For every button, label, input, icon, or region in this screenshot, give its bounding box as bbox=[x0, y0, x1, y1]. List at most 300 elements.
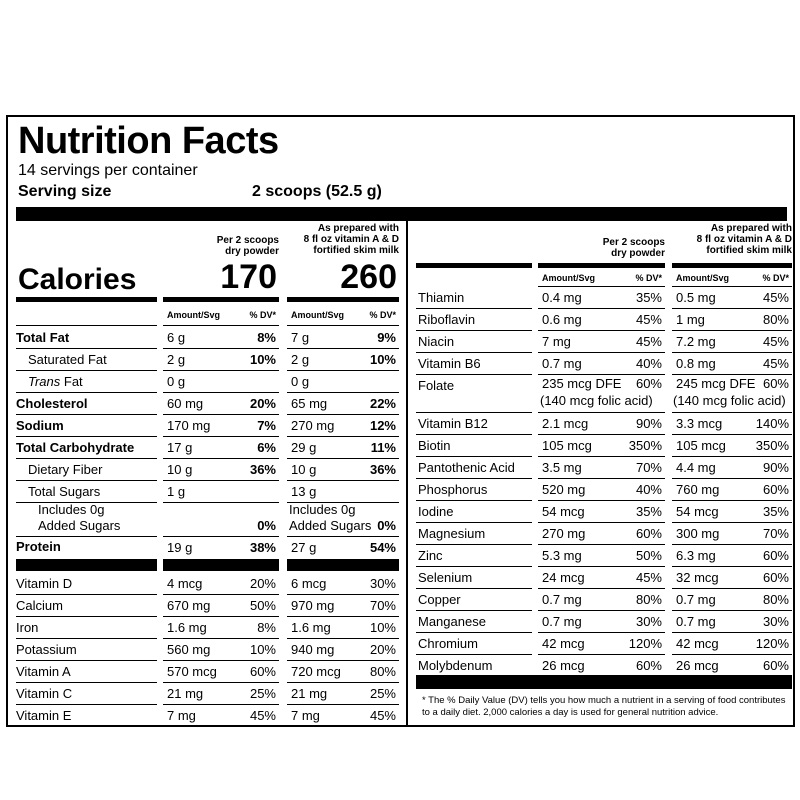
vitamin-dry-amount: 0.7 mg bbox=[542, 614, 582, 629]
vitamin-dry-amount: 270 mg bbox=[542, 526, 586, 541]
label-title: Nutrition Facts bbox=[18, 120, 279, 162]
row-rule bbox=[16, 594, 157, 595]
row-rule bbox=[287, 682, 399, 683]
vitamin-label: Niacin bbox=[418, 334, 455, 349]
vitamin-prepared-dv: 45% bbox=[762, 356, 789, 371]
vitamin-dry-dv: 45% bbox=[635, 334, 662, 349]
vitamin-dry-dv: 70% bbox=[635, 460, 662, 475]
added-sugars-line2: Added Sugars bbox=[38, 518, 121, 533]
prepared-dv-header: % DV* bbox=[369, 310, 396, 320]
macro-dry-amount: 6 g bbox=[167, 330, 186, 345]
dry-column-header: Per 2 scoops dry powder bbox=[216, 235, 279, 257]
row-rule bbox=[538, 478, 665, 479]
protein-prepared-amount: 27 g bbox=[291, 540, 317, 555]
row-rule bbox=[672, 352, 792, 353]
vitamin-dry-dv: 60% bbox=[635, 658, 662, 673]
right-dry-amount-header: Amount/Svg bbox=[542, 273, 595, 283]
row-rule bbox=[416, 374, 532, 375]
vitamin-prepared-dv: 70% bbox=[762, 526, 789, 541]
row-rule bbox=[163, 594, 279, 595]
vitamin-dry-dv: 45% bbox=[635, 570, 662, 585]
vitamin-dry-dv: 50% bbox=[249, 598, 276, 613]
nutrition-label bbox=[6, 115, 795, 727]
vitamin-dry-amount: 0.7 mg bbox=[542, 592, 582, 607]
vitamin-prepared-amount: 26 mcg bbox=[676, 658, 719, 673]
vitamin-prepared-dv: 80% bbox=[762, 592, 789, 607]
row-rule bbox=[416, 478, 532, 479]
row-rule bbox=[163, 638, 279, 639]
trans-italic: Trans bbox=[28, 374, 61, 389]
serving-size-label: Serving size bbox=[18, 183, 112, 200]
row-rule-top bbox=[163, 325, 279, 326]
row-rule bbox=[538, 522, 665, 523]
row-rule bbox=[16, 458, 157, 459]
row-rule bbox=[416, 456, 532, 457]
protein-dry-amount: 19 g bbox=[167, 540, 193, 555]
row-rule bbox=[416, 544, 532, 545]
vitamin-dry-amount: 520 mg bbox=[542, 482, 586, 497]
vitamin-prepared-amount-detail: (140 mcg folic acid) bbox=[673, 393, 786, 408]
vitamin-dry-dv: 40% bbox=[635, 482, 662, 497]
calories-bar-dry bbox=[163, 297, 279, 302]
vitamin-dry-dv: 8% bbox=[257, 620, 276, 635]
row-rule bbox=[672, 566, 792, 567]
vitamin-prepared-amount: 21 mg bbox=[291, 686, 328, 701]
macro-label: Cholesterol bbox=[16, 396, 88, 411]
row-rule bbox=[672, 632, 792, 633]
vitamin-label: Pantothenic Acid bbox=[418, 460, 515, 475]
right-bar-names bbox=[416, 263, 532, 268]
row-rule bbox=[538, 308, 665, 309]
added-sugars-prepared-dv: 0% bbox=[377, 518, 396, 533]
servings-per-container: 14 servings per container bbox=[18, 162, 198, 179]
vitamin-dry-dv: 120% bbox=[628, 636, 662, 651]
vitamin-prepared-dv: 10% bbox=[369, 620, 396, 635]
row-rule bbox=[16, 480, 157, 481]
vitamin-dry-amount: 560 mg bbox=[167, 642, 211, 657]
row-rule bbox=[287, 392, 399, 393]
prepared-amount-header: Amount/Svg bbox=[291, 310, 344, 320]
added-sugars-label-dry bbox=[38, 502, 120, 534]
vitamin-label: Magnesium bbox=[418, 526, 486, 541]
row-rule bbox=[287, 594, 399, 595]
row-rule bbox=[287, 458, 399, 459]
row-rule bbox=[416, 632, 532, 633]
right-prepared-dv-header: % DV* bbox=[762, 273, 789, 283]
vitamin-prepared-amount: 245 mcg DFE bbox=[676, 376, 756, 391]
vitamin-dry-dv: 90% bbox=[635, 416, 662, 431]
macro-dry-dv: 7% bbox=[257, 418, 276, 433]
row-rule bbox=[538, 632, 665, 633]
row-rule bbox=[163, 392, 279, 393]
vitamin-label: Zinc bbox=[418, 548, 443, 563]
vitamin-dry-amount: 1.6 mg bbox=[167, 620, 207, 635]
macro-dry-amount: 17 g bbox=[167, 440, 193, 455]
vitamin-label: Vitamin D bbox=[16, 576, 73, 591]
prepared-column-header: As prepared with 8 fl oz vitamin A & D fortified skim milk bbox=[303, 223, 399, 256]
row-rule bbox=[163, 616, 279, 617]
vitamin-dry-amount: 0.7 mg bbox=[542, 356, 582, 371]
row-rule bbox=[287, 616, 399, 617]
vitamin-label: Vitamin B12 bbox=[418, 416, 488, 431]
row-rule bbox=[416, 654, 532, 655]
vitamin-prepared-amount: 300 mg bbox=[676, 526, 720, 541]
row-rule bbox=[416, 588, 532, 589]
row-rule bbox=[287, 638, 399, 639]
macro-prepared-amount: 2 g bbox=[291, 352, 310, 367]
vitamin-prepared-dv: 25% bbox=[369, 686, 396, 701]
vitamin-prepared-amount: 32 mcg bbox=[676, 570, 719, 585]
row-rule-top bbox=[287, 325, 399, 326]
row-rule bbox=[16, 436, 157, 437]
macro-dry-amount: 10 g bbox=[167, 462, 193, 477]
row-rule bbox=[416, 308, 532, 309]
vitamin-label: Riboflavin bbox=[418, 312, 476, 327]
macro-prepared-amount: 65 mg bbox=[291, 396, 328, 411]
macro-label: Saturated Fat bbox=[28, 352, 107, 367]
vitamin-dry-amount: 26 mcg bbox=[542, 658, 585, 673]
row-rule bbox=[672, 412, 792, 413]
vitamin-label: Thiamin bbox=[418, 290, 465, 305]
right-prepared-column-header: As prepared with 8 fl oz vitamin A & D fortified skim milk bbox=[696, 223, 792, 256]
macro-dry-dv: 10% bbox=[249, 352, 276, 367]
vitamin-prepared-dv: 45% bbox=[369, 708, 396, 723]
vitamin-prepared-amount: 1 mg bbox=[676, 312, 705, 327]
row-rule bbox=[672, 478, 792, 479]
vitamin-label: Molybdenum bbox=[418, 658, 493, 673]
macro-dry-dv: 6% bbox=[257, 440, 276, 455]
macro-prepared-dv: 12% bbox=[369, 418, 396, 433]
calories-bar-left bbox=[16, 297, 157, 302]
row-rule bbox=[287, 414, 399, 415]
vitamin-dry-dv: 60% bbox=[635, 376, 662, 391]
top-thick-bar bbox=[16, 207, 787, 221]
vitamin-dry-amount: 670 mg bbox=[167, 598, 211, 613]
right-sub-rule-dry bbox=[538, 286, 665, 287]
vitamin-dry-amount: 2.1 mcg bbox=[542, 416, 589, 431]
vitamin-prepared-amount: 1.6 mg bbox=[291, 620, 331, 635]
vitamin-dry-dv: 60% bbox=[635, 526, 662, 541]
row-rule bbox=[16, 370, 157, 371]
vitamin-dry-amount: 21 mg bbox=[167, 686, 204, 701]
row-rule bbox=[416, 434, 532, 435]
vitamin-prepared-dv: 350% bbox=[755, 438, 789, 453]
protein-bar-prepared bbox=[287, 559, 399, 571]
vitamin-dry-dv: 40% bbox=[635, 356, 662, 371]
protein-prepared-dv: 54% bbox=[369, 540, 396, 555]
row-rule bbox=[538, 566, 665, 567]
macro-prepared-dv: 36% bbox=[369, 462, 396, 477]
vitamin-dry-amount: 5.3 mg bbox=[542, 548, 582, 563]
vitamin-dry-dv: 350% bbox=[628, 438, 662, 453]
row-rule bbox=[672, 544, 792, 545]
vitamin-dry-amount: 570 mcg bbox=[167, 664, 217, 679]
row-rule bbox=[416, 500, 532, 501]
row-rule bbox=[416, 352, 532, 353]
vitamin-prepared-amount: 54 mcg bbox=[676, 504, 719, 519]
row-rule bbox=[672, 610, 792, 611]
row-rule bbox=[672, 588, 792, 589]
added-sugars-rule-dry bbox=[163, 536, 279, 537]
vitamin-label: Biotin bbox=[418, 438, 451, 453]
row-rule bbox=[16, 616, 157, 617]
vitamin-label: Potassium bbox=[16, 642, 77, 657]
vitamin-label: Vitamin C bbox=[16, 686, 73, 701]
added-sugars-rule-prep bbox=[287, 536, 399, 537]
protein-row bbox=[16, 537, 157, 559]
row-rule bbox=[16, 638, 157, 639]
calories-bar-prepared bbox=[287, 297, 399, 302]
row-rule bbox=[287, 370, 399, 371]
macro-prepared-amount: 29 g bbox=[291, 440, 317, 455]
macro-label: Total Sugars bbox=[28, 484, 101, 499]
macro-dry-amount: 1 g bbox=[167, 484, 186, 499]
vitamin-label: Calcium bbox=[16, 598, 63, 613]
vitamin-dry-amount: 105 mcg bbox=[542, 438, 592, 453]
row-rule bbox=[16, 348, 157, 349]
macro-label: Dietary Fiber bbox=[28, 462, 103, 477]
vitamin-prepared-dv: 70% bbox=[369, 598, 396, 613]
vitamin-label: Chromium bbox=[418, 636, 478, 651]
row-rule bbox=[163, 682, 279, 683]
row-rule bbox=[672, 522, 792, 523]
vitamin-prepared-amount: 7 mg bbox=[291, 708, 320, 723]
vitamin-dry-dv: 35% bbox=[635, 290, 662, 305]
center-divider bbox=[406, 221, 408, 725]
vitamin-dry-amount-detail: (140 mcg folic acid) bbox=[540, 393, 653, 408]
row-rule bbox=[163, 414, 279, 415]
dry-amount-header: Amount/Svg bbox=[167, 310, 220, 320]
row-rule bbox=[672, 308, 792, 309]
vitamin-prepared-amount: 4.4 mg bbox=[676, 460, 716, 475]
vitamin-dry-dv: 10% bbox=[249, 642, 276, 657]
vitamin-dry-dv: 80% bbox=[635, 592, 662, 607]
row-rule bbox=[538, 374, 665, 375]
vitamin-dry-dv: 45% bbox=[249, 708, 276, 723]
row-rule bbox=[287, 704, 399, 705]
macro-label: Total Carbohydrate bbox=[16, 440, 135, 455]
vitamin-prepared-dv: 140% bbox=[755, 416, 789, 431]
row-rule bbox=[538, 588, 665, 589]
vitamin-label: Selenium bbox=[418, 570, 473, 585]
row-rule bbox=[163, 480, 279, 481]
macro-prepared-dv: 10% bbox=[369, 352, 396, 367]
row-rule bbox=[416, 412, 532, 413]
vitamin-prepared-dv: 60% bbox=[762, 548, 789, 563]
macro-prepared-dv: 9% bbox=[377, 330, 396, 345]
row-rule bbox=[538, 434, 665, 435]
row-rule bbox=[538, 330, 665, 331]
vitamin-dry-amount: 7 mg bbox=[542, 334, 571, 349]
protein-bar-dry bbox=[163, 559, 279, 571]
vitamin-dry-amount: 0.6 mg bbox=[542, 312, 582, 327]
vitamin-prepared-dv: 45% bbox=[762, 290, 789, 305]
row-rule bbox=[672, 374, 792, 375]
vitamin-label: Iron bbox=[16, 620, 39, 635]
macro-prepared-amount: 10 g bbox=[291, 462, 317, 477]
vitamin-label: Manganese bbox=[418, 614, 486, 629]
row-rule bbox=[16, 414, 157, 415]
row-rule bbox=[538, 544, 665, 545]
macro-dry-amount: 170 mg bbox=[167, 418, 211, 433]
vitamin-prepared-amount: 720 mcg bbox=[291, 664, 341, 679]
macro-prepared-amount: 13 g bbox=[291, 484, 317, 499]
right-prepared-amount-header: Amount/Svg bbox=[676, 273, 729, 283]
vitamin-label: Copper bbox=[418, 592, 461, 607]
vitamin-dry-amount: 3.5 mg bbox=[542, 460, 582, 475]
row-rule bbox=[538, 352, 665, 353]
protein-label: Protein bbox=[16, 539, 61, 554]
row-rule bbox=[287, 348, 399, 349]
vitamin-prepared-amount: 0.7 mg bbox=[676, 592, 716, 607]
row-rule bbox=[672, 456, 792, 457]
macro-dry-dv: 8% bbox=[257, 330, 276, 345]
vitamin-prepared-dv: 60% bbox=[762, 482, 789, 497]
vitamin-label: Vitamin B6 bbox=[418, 356, 481, 371]
vitamin-dry-amount: 24 mcg bbox=[542, 570, 585, 585]
macro-dry-amount: 2 g bbox=[167, 352, 186, 367]
footnote-bar bbox=[416, 675, 792, 689]
row-rule bbox=[287, 436, 399, 437]
row-rule bbox=[16, 704, 157, 705]
vitamin-dry-amount: 4 mcg bbox=[167, 576, 203, 591]
vitamin-prepared-amount: 760 mg bbox=[676, 482, 720, 497]
row-rule bbox=[416, 330, 532, 331]
calories-label: Calories bbox=[18, 263, 137, 296]
macro-prepared-dv: 11% bbox=[370, 440, 396, 455]
daily-value-footnote: * The % Daily Value (DV) tells you how much a nutrient in a serving of food contributes to a daily diet. 2,000 calories a day is used for general nutrition advice. bbox=[422, 695, 786, 718]
vitamin-dry-dv: 60% bbox=[249, 664, 276, 679]
macro-dry-dv: 20% bbox=[249, 396, 276, 411]
right-dry-dv-header: % DV* bbox=[635, 273, 662, 283]
row-rule bbox=[672, 330, 792, 331]
right-dry-column-header: Per 2 scoops dry powder bbox=[602, 237, 665, 259]
vitamin-dry-amount: 0.4 mg bbox=[542, 290, 582, 305]
macro-prepared-amount: 7 g bbox=[291, 330, 310, 345]
row-rule bbox=[672, 500, 792, 501]
row-rule bbox=[416, 566, 532, 567]
serving-size-value: 2 scoops (52.5 g) bbox=[252, 183, 382, 200]
right-sub-rule-prep bbox=[672, 286, 792, 287]
row-rule bbox=[538, 654, 665, 655]
vitamin-dry-dv: 30% bbox=[635, 614, 662, 629]
vitamin-prepared-amount: 6.3 mg bbox=[676, 548, 716, 563]
macro-dry-amount: 60 mg bbox=[167, 396, 204, 411]
row-rule bbox=[287, 660, 399, 661]
vitamin-prepared-dv: 60% bbox=[762, 658, 789, 673]
row-rule bbox=[538, 500, 665, 501]
vitamin-prepared-dv: 120% bbox=[755, 636, 789, 651]
vitamin-dry-dv: 45% bbox=[635, 312, 662, 327]
added-sugars-prep-line2: Added Sugars bbox=[289, 518, 372, 533]
row-rule bbox=[287, 480, 399, 481]
macro-prepared-amount: 270 mg bbox=[291, 418, 335, 433]
row-rule bbox=[672, 654, 792, 655]
macro-prepared-amount: 0 g bbox=[291, 374, 310, 389]
vitamin-dry-dv: 35% bbox=[635, 504, 662, 519]
vitamin-prepared-amount: 105 mcg bbox=[676, 438, 726, 453]
vitamin-prepared-dv: 20% bbox=[369, 642, 396, 657]
row-rule bbox=[416, 522, 532, 523]
row-rule-top bbox=[16, 325, 157, 326]
vitamin-prepared-dv: 60% bbox=[762, 570, 789, 585]
vitamin-dry-dv: 25% bbox=[249, 686, 276, 701]
vitamin-label: Folate bbox=[418, 378, 455, 393]
row-rule bbox=[163, 458, 279, 459]
added-sugars-prep-line1: Includes 0g bbox=[289, 502, 356, 517]
macro-label: Sodium bbox=[16, 418, 64, 433]
vitamin-prepared-amount: 42 mcg bbox=[676, 636, 719, 651]
vitamin-dry-amount: 7 mg bbox=[167, 708, 196, 723]
added-sugars-line1: Includes 0g bbox=[38, 502, 105, 517]
added-sugars-dry-dv: 0% bbox=[257, 518, 276, 533]
vitamin-prepared-amount: 6 mcg bbox=[291, 576, 327, 591]
calories-prepared-value: 260 bbox=[340, 258, 397, 296]
vitamin-prepared-dv: 30% bbox=[369, 576, 396, 591]
row-rule bbox=[163, 660, 279, 661]
vitamin-label: Vitamin A bbox=[16, 664, 71, 679]
vitamin-prepared-amount: 3.3 mcg bbox=[676, 416, 723, 431]
vitamin-dry-dv: 20% bbox=[249, 576, 276, 591]
vitamin-prepared-dv: 80% bbox=[762, 312, 789, 327]
vitamin-prepared-dv: 60% bbox=[762, 376, 789, 391]
row-rule bbox=[16, 660, 157, 661]
row-rule bbox=[163, 348, 279, 349]
row-rule bbox=[163, 502, 279, 503]
protein-bar-left bbox=[16, 559, 157, 571]
vitamin-label: Vitamin E bbox=[16, 708, 72, 723]
row-rule bbox=[163, 370, 279, 371]
calories-dry-value: 170 bbox=[220, 258, 277, 296]
macro-label: Total Fat bbox=[16, 330, 70, 345]
vitamin-label: Phosphorus bbox=[418, 482, 488, 497]
row-rule bbox=[538, 610, 665, 611]
row-rule bbox=[538, 412, 665, 413]
dry-dv-header: % DV* bbox=[249, 310, 276, 320]
vitamin-dry-dv: 50% bbox=[635, 548, 662, 563]
vitamin-dry-amount: 54 mcg bbox=[542, 504, 585, 519]
row-rule bbox=[416, 610, 532, 611]
vitamin-prepared-amount: 0.8 mg bbox=[676, 356, 716, 371]
row-rule bbox=[16, 392, 157, 393]
row-rule bbox=[672, 434, 792, 435]
vitamin-prepared-dv: 80% bbox=[369, 664, 396, 679]
macro-dry-dv: 36% bbox=[249, 462, 276, 477]
right-bar-dry bbox=[538, 263, 665, 268]
row-rule bbox=[163, 704, 279, 705]
vitamin-prepared-amount: 0.5 mg bbox=[676, 290, 716, 305]
vitamin-prepared-amount: 0.7 mg bbox=[676, 614, 716, 629]
protein-dry-dv: 38% bbox=[249, 540, 276, 555]
row-rule bbox=[16, 682, 157, 683]
vitamin-dry-amount: 42 mcg bbox=[542, 636, 585, 651]
vitamin-prepared-dv: 45% bbox=[762, 334, 789, 349]
vitamin-prepared-dv: 35% bbox=[762, 504, 789, 519]
macro-prepared-dv: 22% bbox=[369, 396, 396, 411]
vitamin-prepared-amount: 940 mg bbox=[291, 642, 335, 657]
macro-label: Trans Fat bbox=[28, 374, 83, 389]
row-rule bbox=[163, 436, 279, 437]
vitamin-prepared-dv: 30% bbox=[762, 614, 789, 629]
vitamin-label: Iodine bbox=[418, 504, 454, 519]
vitamin-prepared-dv: 90% bbox=[762, 460, 789, 475]
vitamin-prepared-amount: 970 mg bbox=[291, 598, 335, 613]
right-bar-prepared bbox=[672, 263, 792, 268]
vitamin-prepared-amount: 7.2 mg bbox=[676, 334, 716, 349]
vitamin-dry-amount: 235 mcg DFE bbox=[542, 376, 622, 391]
row-rule bbox=[538, 456, 665, 457]
macro-dry-amount: 0 g bbox=[167, 374, 186, 389]
